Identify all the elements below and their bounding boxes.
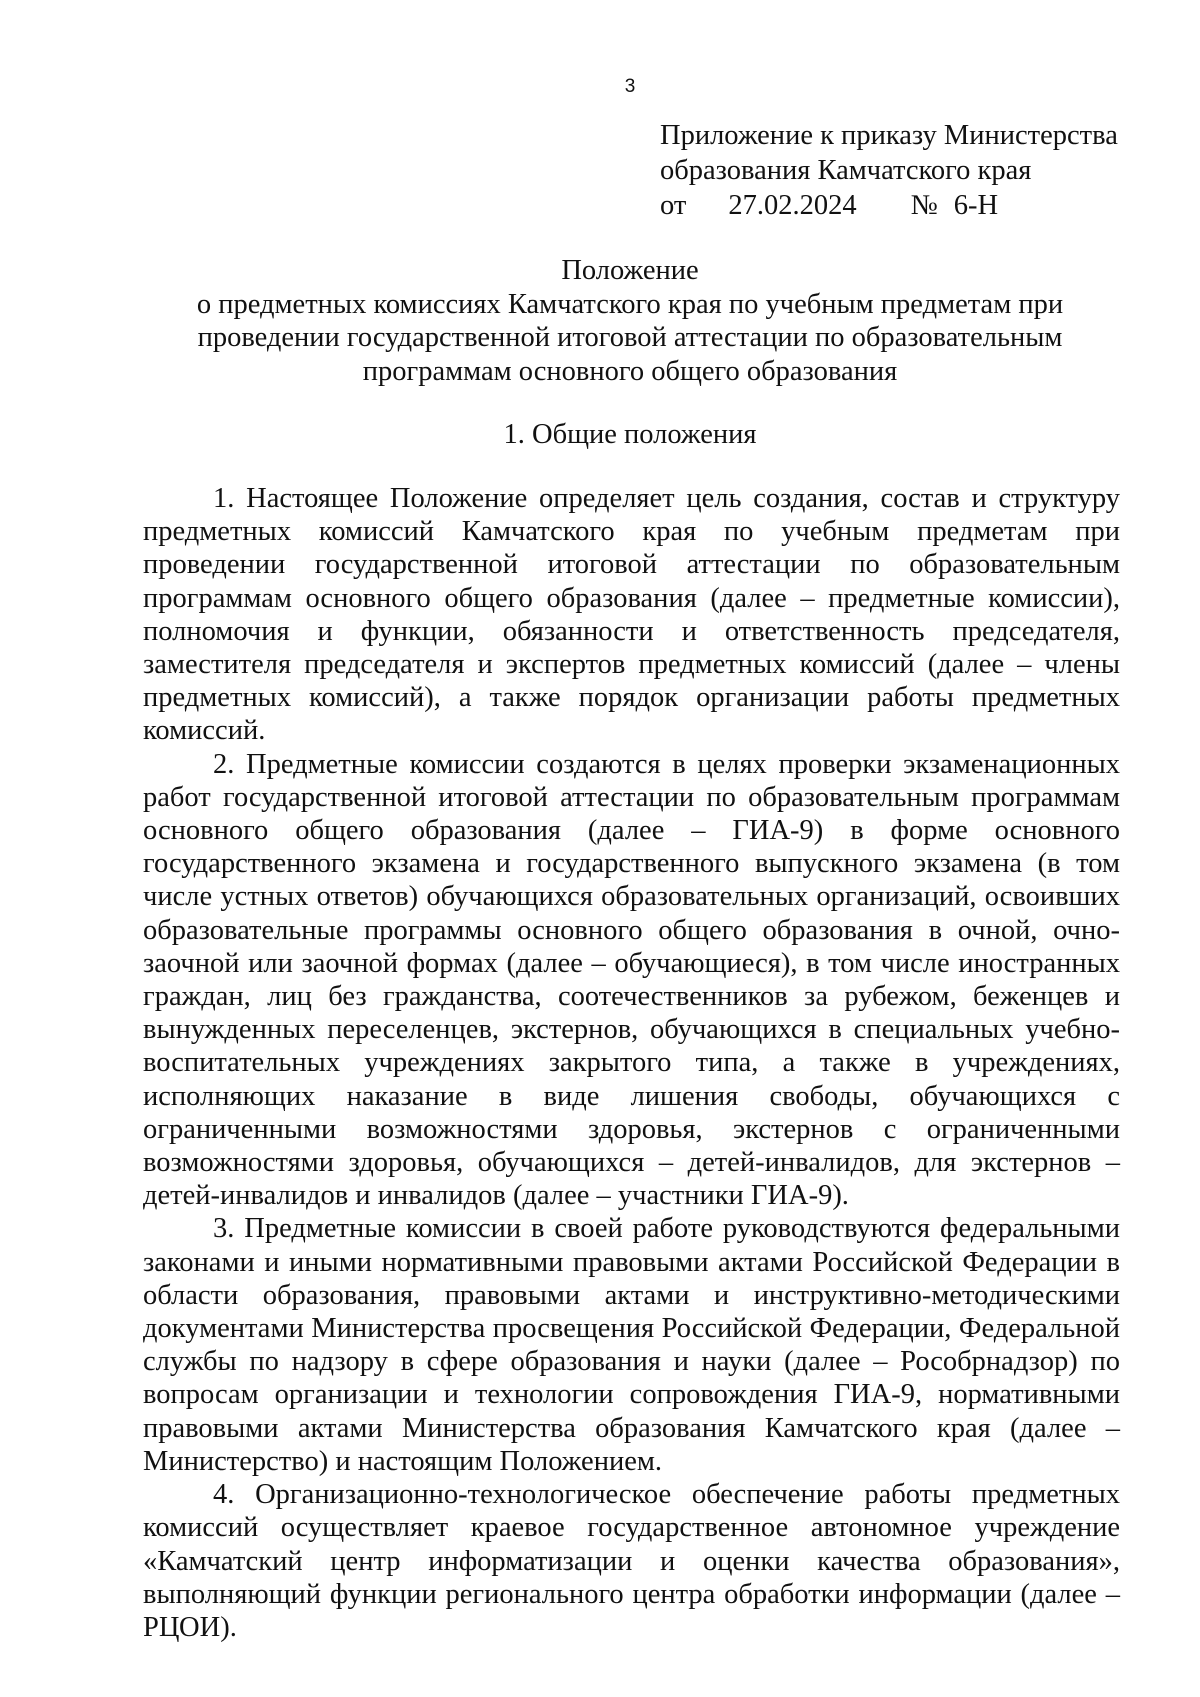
title-line-2: проведении государственной итоговой аттестации по образовательным [197,322,1063,353]
approval-from-label: от [660,190,687,221]
paragraph-3: 3. Предметные комиссии в своей работе руководствуются федеральными законами и иными нормативными правовыми актами Российской Федерации в области образования, правовыми актами и инструктивно-методическими документами Министерства просвещения Российской Федерации, Федеральной службы по надзору в сфере образования и науки (далее – Рособрнадзор) по вопросам организации и технологии сопровождения ГИА-9, нормативными правовыми актами Министерства образования Камчатского края (далее – Министерство) и настоящим Положением. [143,1213,1120,1477]
approval-block [660,118,1130,223]
paragraph-4: 4. Организационно-технологическое обеспечение работы предметных комиссий осуществляет краевое государственное автономное учреждение «Камчатский центр информатизации и оценки качества образования», выполняющий функции регионального центра обработки информации (далее – РЦОИ). [143,1479,1120,1643]
title-line-3: программам основного общего образования [362,355,898,387]
approval-date: 27.02.2024 [728,190,857,221]
approval-number-sign: № [910,190,938,221]
paragraph-2: 2. Предметные комиссии создаются в целях проверки экзаменационных работ государственной итоговой аттестации по образовательным программам основного общего образования (далее – ГИА-9) в форме основного государственного экзамена и государственного выпускного экзамена (в том числе устных ответов) обучающихся образовательных организаций, освоивших образовательные программы основного общего образования в очной, очно-заочной или заочной формах (далее – обучающиеся), в том числе иностранных граждан, лиц без гражданства, соотечественников за рубежом, беженцев и вынужденных переселенцев, экстернов, обучающихся в специальных учебно-воспитательных учреждениях закрытого типа, а также в учреждениях, исполняющих наказание в виде лишения свободы, обучающихся с ограниченными возможностями здоровья, экстернов с ограниченными возможностями здоровья, обучающихся – детей-инвалидов, для экстернов – детей-инвалидов и инвалидов (далее – участники ГИА-9). [143,748,1120,1212]
document-title [140,254,1120,388]
approval-line-2: образования Камчатского края [660,155,1032,186]
approval-line-1: Приложение к приказу Министерства [660,120,1118,151]
page-number: 3 [624,76,636,97]
document-body [143,482,1120,1644]
title-line-1: о предметных комиссиях Камчатского края по учебным предметам при [196,288,1064,320]
approval-number: 6-Н [953,190,999,221]
paragraph-1: 1. Настоящее Положение определяет цель создания, состав и структуру предметных комиссий Камчатского края по учебным предметам при проведении государственной итоговой аттестации по образовательным программам основного общего образования (далее – предметные комиссии), полномочия и функции, обязанности и ответственность председателя, заместителя председателя и экспертов предметных комиссий (далее – члены предметных комиссий), а также порядок организации работы предметных комиссий. [143,483,1120,747]
title-heading: Положение [561,255,699,286]
section-heading: 1. Общие положения [503,419,757,450]
approval-line-3 [660,188,1130,223]
